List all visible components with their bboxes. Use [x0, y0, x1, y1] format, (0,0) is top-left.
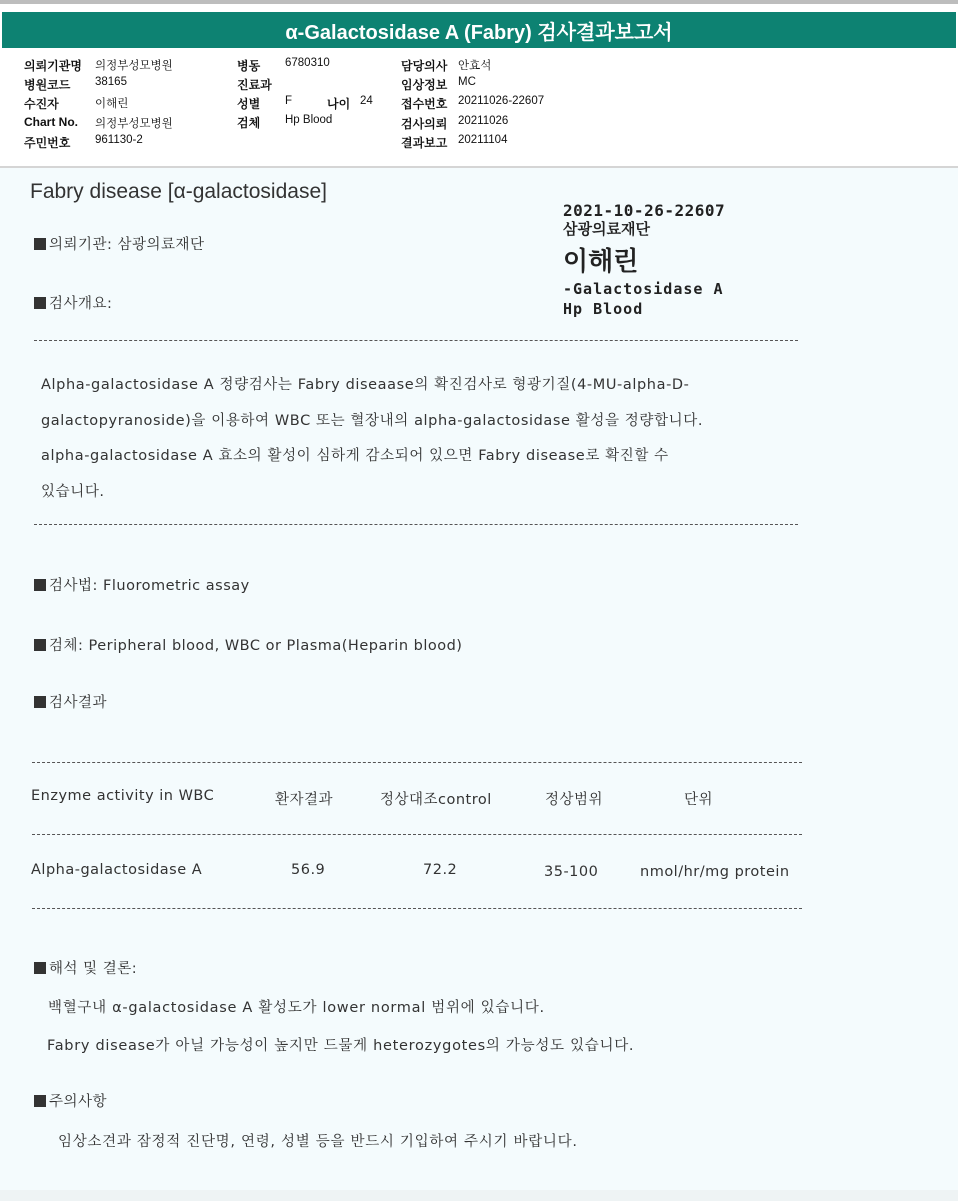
patient-info-panel [0, 48, 958, 168]
conclusion-line: Fabry disease가 아닐 가능성이 높지만 드물게 heterozygotes의 가능성도 있습니다. [47, 1038, 635, 1054]
patient-label: 수진자 [24, 97, 59, 111]
report-body [0, 168, 958, 1190]
bullet-square-icon [34, 696, 46, 708]
report-date-value: 20211104 [458, 134, 508, 146]
hospital-code-value: 38165 [95, 76, 127, 88]
institution-value: 의정부성모병원 [95, 60, 173, 72]
institution-section [34, 233, 205, 254]
sex-label: 성별 [237, 97, 261, 111]
results-heading: 검사결과 [49, 695, 108, 711]
specimen-stamp [563, 201, 725, 318]
table-cell-patient: 56.9 [291, 862, 326, 878]
age-label: 나이 [327, 97, 351, 111]
divider [34, 524, 798, 525]
conclusion-section [34, 957, 137, 978]
overview-line: alpha-galactosidase A 효소의 활성이 심하게 감소되어 있으면 Fabry disease로 확진할 수 [41, 448, 669, 464]
sex-value: F [285, 95, 293, 107]
bullet-square-icon [34, 579, 46, 591]
receipt-value: 20211026-22607 [458, 95, 545, 107]
bullet-square-icon [34, 1095, 46, 1107]
table-header-unit: 단위 [684, 792, 714, 808]
clinical-label: 임상정보 [401, 78, 448, 92]
divider [32, 908, 802, 909]
table-cell-range: 35-100 [544, 864, 599, 880]
report-title: α-Galactosidase A (Fabry) 검사결과보고서 [2, 12, 956, 48]
overview-section [34, 292, 112, 313]
rrn-value: 961130-2 [95, 134, 143, 146]
divider [32, 834, 802, 835]
results-section [34, 691, 107, 712]
stamp-patient: 이해린 [563, 247, 639, 277]
clinical-value: MC [458, 76, 476, 88]
sample-section [34, 634, 462, 655]
overview-line: 있습니다. [41, 483, 105, 500]
institution-label: 의뢰기관명 [24, 59, 82, 73]
patient-value: 이해린 [95, 98, 129, 110]
hospital-code-label: 병원코드 [24, 78, 71, 92]
overview-heading: 검사개요: [49, 296, 113, 312]
method-text: 검사법: Fluorometric assay [49, 578, 250, 594]
table-cell-enzyme: Alpha-galactosidase A [31, 862, 203, 878]
bullet-square-icon [34, 639, 46, 651]
stamp-id: 2021-10-26-22607 [563, 201, 726, 220]
divider [34, 340, 798, 341]
report-date-label: 결과보고 [401, 136, 448, 150]
institution-text: 의뢰기관: 삼광의료재단 [49, 237, 205, 253]
age-value: 24 [360, 95, 373, 107]
report-heading: Fabry disease [α-galactosidase] [30, 180, 327, 203]
table-cell-unit: nmol/hr/mg protein [640, 864, 790, 880]
method-section [34, 574, 250, 595]
caution-line: 임상소견과 잠정적 진단명, 연령, 성별 등을 반드시 기입하여 주시기 바랍니다. [58, 1134, 578, 1150]
stamp-lab: 삼광의료재단 [563, 220, 650, 238]
conclusion-line: 백혈구내 α-galactosidase A 활성도가 lower normal 범위에 있습니다. [48, 1000, 545, 1016]
dept-label: 진료과 [237, 78, 272, 92]
overview-line: Alpha-galactosidase A 정량검사는 Fabry diseaase의 확진검사로 형광기질(4-MU-alpha-D- [41, 377, 690, 393]
ward-value: 6780310 [285, 57, 330, 69]
table-cell-control: 72.2 [423, 862, 458, 878]
sample-text: 검체: Peripheral blood, WBC or Plasma(Heparin blood) [49, 638, 463, 654]
bullet-square-icon [34, 297, 46, 309]
chart-label: Chart No. [24, 115, 78, 129]
receipt-label: 접수번호 [401, 97, 448, 111]
bullet-square-icon [34, 238, 46, 250]
table-header-control: 정상대조control [380, 792, 492, 808]
specimen-label: 검체 [237, 116, 261, 130]
ward-label: 병동 [237, 59, 261, 73]
stamp-test: -Galactosidase A [563, 280, 724, 298]
table-header-enzyme: Enzyme activity in WBC [31, 788, 215, 804]
caution-heading: 주의사항 [49, 1094, 108, 1110]
request-value: 20211026 [458, 115, 509, 127]
rrn-label: 주민번호 [24, 136, 71, 150]
caution-section [34, 1090, 107, 1111]
chart-value: 의정부성모병원 [95, 118, 173, 130]
request-label: 검사의뢰 [401, 117, 448, 131]
bullet-square-icon [34, 962, 46, 974]
specimen-value: Hp Blood [285, 114, 333, 126]
doctor-value: 안효석 [458, 60, 492, 72]
stamp-specimen: Hp Blood [563, 300, 644, 318]
doctor-label: 담당의사 [401, 59, 448, 73]
table-header-range: 정상범위 [545, 792, 604, 808]
overview-paragraph [41, 368, 801, 510]
conclusion-heading: 해석 및 결론: [49, 961, 138, 977]
overview-line: galactopyranoside)을 이용하여 WBC 또는 혈장내의 alpha-galactosidase 활성을 정량합니다. [41, 412, 704, 429]
divider [32, 762, 802, 763]
table-header-patient: 환자결과 [275, 792, 334, 808]
